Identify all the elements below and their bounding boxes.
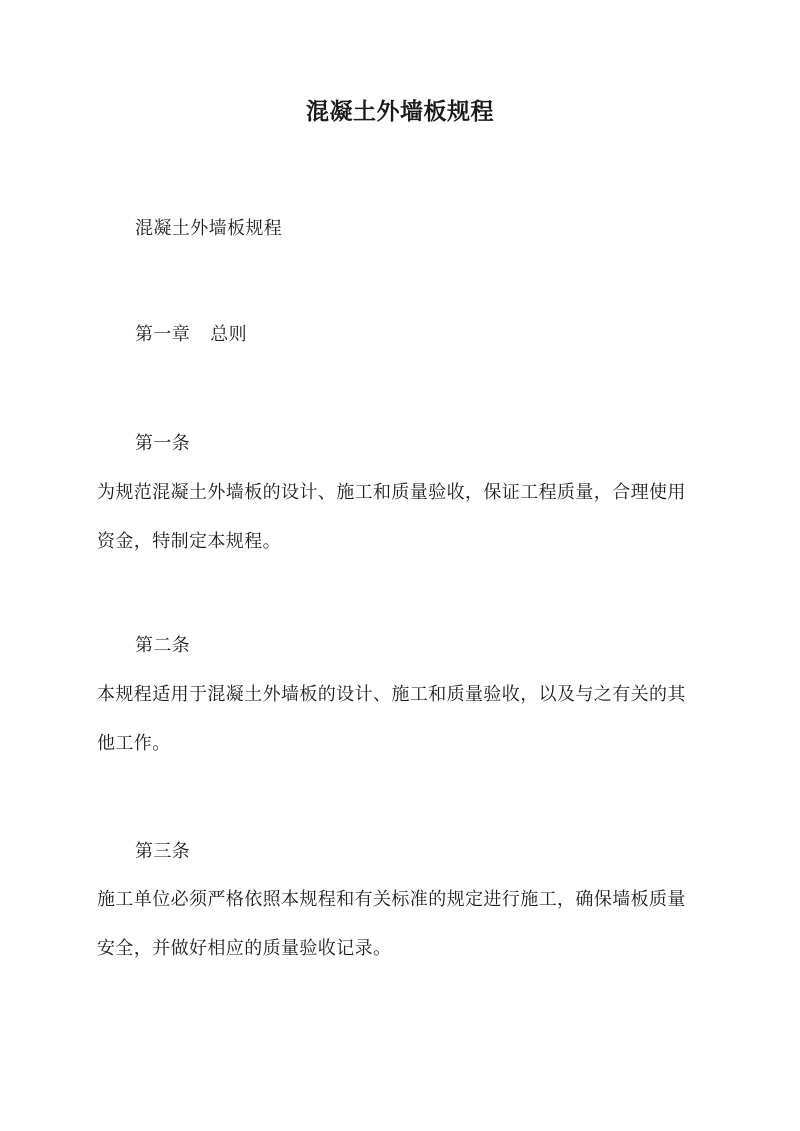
document-title: 混凝土外墙板规程 <box>306 98 494 125</box>
document-subtitle: 混凝土外墙板规程 <box>135 218 283 239</box>
article-2-heading: 第二条 <box>135 635 191 656</box>
article-2-line-1: 本规程适用于混凝土外墙板的设计、施工和质量验收，以及与之有关的其 <box>97 684 686 705</box>
article-2-line-2: 他工作。 <box>97 733 171 754</box>
chapter-number: 第一章 <box>135 324 191 345</box>
article-3-heading: 第三条 <box>135 841 191 862</box>
article-1-line-1: 为规范混凝土外墙板的设计、施工和质量验收，保证工程质量，合理使用 <box>97 482 686 503</box>
article-3-line-1: 施工单位必须严格依照本规程和有关标准的规定进行施工，确保墙板质量 <box>97 889 686 910</box>
chapter-heading <box>135 322 247 348</box>
chapter-name: 总则 <box>210 324 248 345</box>
article-1-heading: 第一条 <box>135 433 191 454</box>
article-1-line-2: 资金，特制定本规程。 <box>97 531 281 552</box>
article-3-line-2: 安全，并做好相应的质量验收记录。 <box>97 938 392 959</box>
